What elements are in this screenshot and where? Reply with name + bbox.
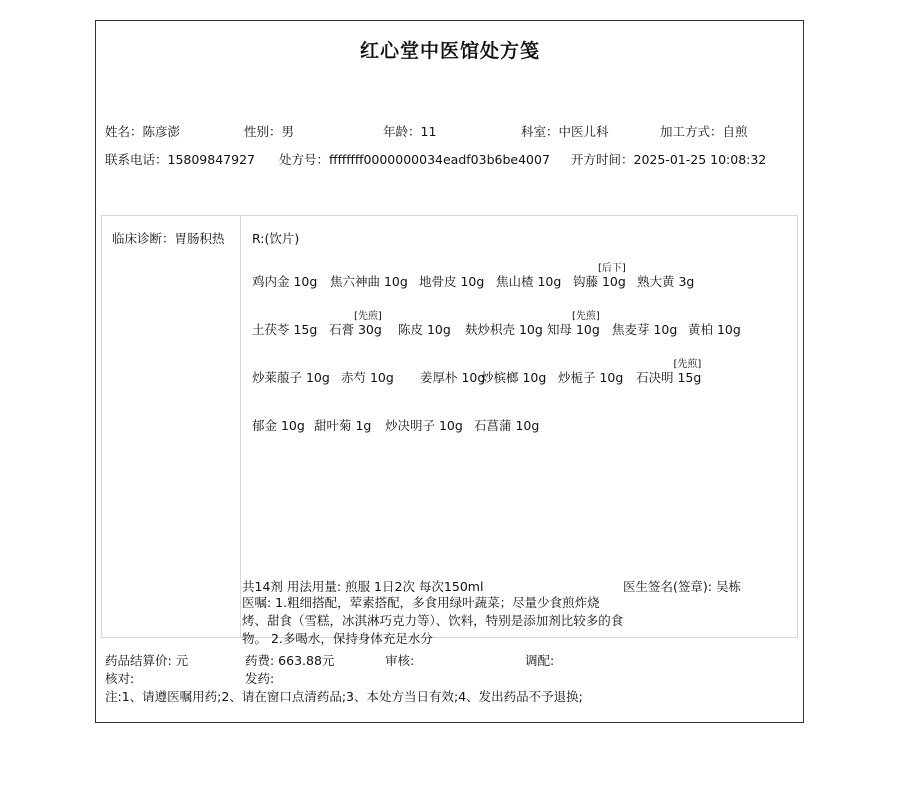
- herb-item: [252, 272, 317, 290]
- herb-line: [252, 398, 792, 434]
- herb-text: 地骨皮 10g: [419, 274, 485, 289]
- herb-text: 炒栀子 10g: [558, 370, 624, 385]
- herb-item: [573, 263, 626, 290]
- herb-text: 黄柏 10g: [688, 322, 741, 337]
- herb-item: [314, 416, 371, 434]
- herb-item: [385, 416, 463, 434]
- herb-item: [330, 272, 408, 290]
- herb-text: 焦山楂 10g: [496, 274, 562, 289]
- herb-item: [329, 311, 382, 338]
- herb-text: 麸炒枳壳 10g: [465, 322, 543, 337]
- herb-text: 炒莱菔子 10g: [252, 370, 330, 385]
- herb-item: [481, 368, 546, 386]
- herb-note: [后下]: [598, 263, 626, 274]
- herb-item: [341, 368, 394, 386]
- medical-advice: 医嘱: 1.粗细搭配，荤素搭配，多食用绿叶蔬菜；尽量少食煎炸烧烤、甜食（雪糕，冰淇淋巧克力等）、饮料，特别是添加剂比较多的食物。 2.多喝水，保持身体充足水分: [242, 595, 624, 646]
- herb-text: 焦六神曲 10g: [330, 274, 408, 289]
- herb-text: 鸡内金 10g: [252, 274, 318, 289]
- herb-text: 赤芍 10g: [341, 370, 394, 385]
- herb-item: [636, 359, 702, 386]
- herb-item: [419, 272, 484, 290]
- herb-text: 郁金 10g: [252, 418, 305, 433]
- patient-info-row-1: [0, 122, 900, 138]
- herb-item: [637, 272, 694, 290]
- herb-text: 甜叶菊 1g: [314, 418, 372, 433]
- processing-method: 加工方式：自煎: [660, 124, 748, 139]
- herb-text: 炒槟榔 10g: [481, 370, 547, 385]
- issue-field: 发药:: [245, 671, 275, 686]
- herb-line: [252, 350, 792, 386]
- herb-item: [420, 368, 485, 386]
- box-divider: [240, 216, 241, 637]
- herb-text: 炒决明子 10g: [385, 418, 463, 433]
- herb-text: 焦麦芽 10g: [612, 322, 678, 337]
- patient-age: 年龄：11: [383, 124, 437, 139]
- prescription-time: 开方时间：2025-01-25 10:08:32: [571, 152, 767, 167]
- herb-item: [558, 368, 623, 386]
- drug-settlement-price: 药品结算价: 元: [105, 653, 189, 668]
- herb-text: 知母 10g: [547, 322, 600, 337]
- prescription-number: 处方号：ffffffff0000000034eadf03b6be4007: [279, 152, 550, 167]
- dispense-field: 调配:: [525, 653, 555, 668]
- patient-phone: 联系电话：15809847927: [105, 152, 255, 167]
- usage-instructions: 共14剂 用法用量: 煎服 1日2次 每次150ml: [242, 579, 484, 594]
- drug-fee: 药费: 663.88元: [245, 653, 335, 668]
- patient-name: 姓名：陈彦澎: [105, 124, 181, 139]
- herb-item: [496, 272, 561, 290]
- footer-note: 注:1、请遵医嘱用药;2、请在窗口点清药品;3、本处方当日有效;4、发出药品不予退换;: [105, 689, 583, 704]
- clinical-diagnosis: 临床诊断：胃肠积热: [112, 231, 225, 246]
- herb-item: [252, 320, 317, 338]
- herb-item: [398, 320, 451, 338]
- check-field: 核对:: [105, 671, 135, 686]
- patient-gender: 性别：男: [244, 124, 295, 139]
- doctor-signature: 医生签名(签章): 吴栋: [623, 579, 741, 594]
- page-title: 红心堂中医馆处方笺: [359, 40, 540, 62]
- herb-note: [先煎]: [673, 359, 702, 370]
- patient-info-row-2: [0, 150, 900, 166]
- department: 科室：中医儿科: [521, 124, 609, 139]
- herb-item: [252, 416, 305, 434]
- herb-item: [465, 320, 543, 338]
- herb-text: 石菖蒲 10g: [474, 418, 540, 433]
- herb-line: [252, 302, 792, 338]
- herb-note: [先煎]: [572, 311, 600, 322]
- rx-label: R:(饮片): [252, 231, 300, 246]
- herb-item: [474, 416, 539, 434]
- herb-text: 石膏 30g: [329, 322, 382, 337]
- herb-text: 土茯苓 15g: [252, 322, 318, 337]
- review-field: 审核:: [385, 653, 415, 668]
- herb-line: [252, 254, 792, 290]
- herb-note: [先煎]: [354, 311, 382, 322]
- herb-text: 熟大黄 3g: [637, 274, 695, 289]
- herb-item: [252, 368, 330, 386]
- herb-text: 石决明 15g: [636, 370, 702, 385]
- herb-item: [688, 320, 741, 338]
- herb-item: [547, 311, 600, 338]
- herb-item: [612, 320, 677, 338]
- herb-text: 姜厚朴 10g: [420, 370, 486, 385]
- herb-text: 钩藤 10g: [573, 274, 626, 289]
- herb-text: 陈皮 10g: [398, 322, 451, 337]
